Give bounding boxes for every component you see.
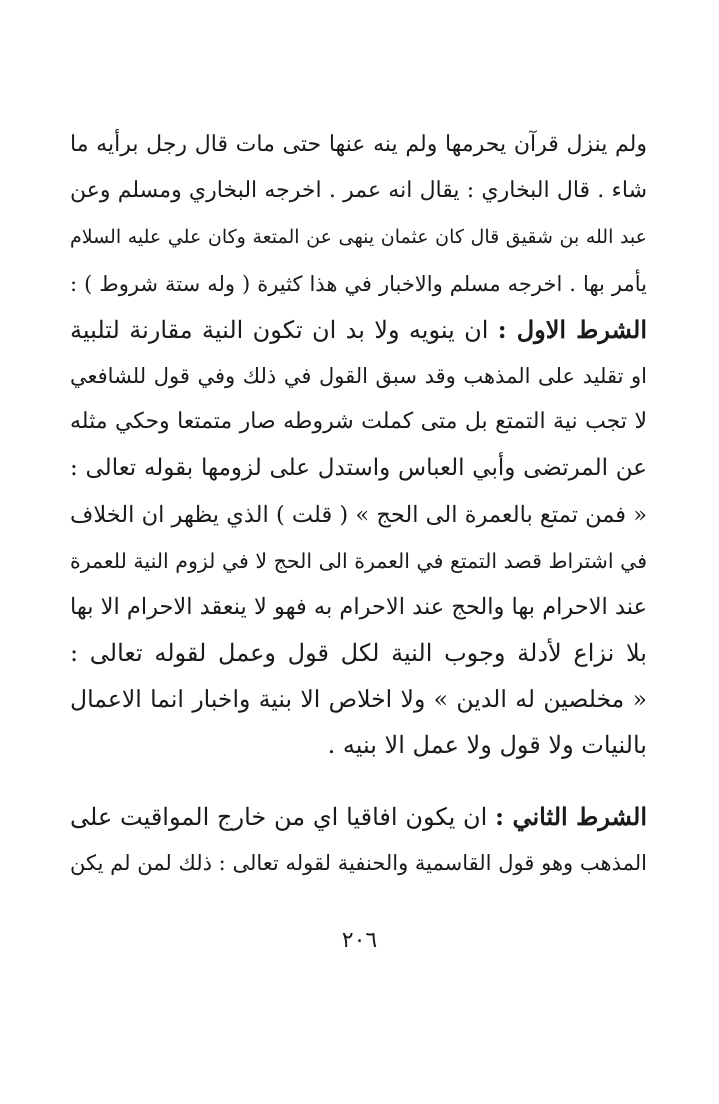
text-run: ان ينويه ولا بد ان تكون النية مقارنة لتلبية xyxy=(70,315,489,344)
text-line: بلا نزاع لأدلة وجوب النية لكل قول وعمل لقوله تعالى : xyxy=(70,639,647,668)
paragraph-1 xyxy=(70,122,647,769)
text-line: « فمن تمتع بالعمرة الى الحج » ( قلت ) الذي يظهر ان الخلاف xyxy=(70,501,647,528)
text-line xyxy=(70,307,647,353)
text-line: او تقليد على المذهب وقد سبق القول في ذلك وفي قول للشافعي xyxy=(70,363,647,388)
text-line: عن المرتضى وأبي العباس واستدل على لزومها بقوله تعالى : xyxy=(70,455,647,482)
text-line: عبد الله بن شقيق قال كان عثمان ينهى عن المتعة وكان علي عليه السلام xyxy=(70,226,647,249)
text-line: « مخلصين له الدين » ولا اخلاص الا بنية واخبار انما الاعمال xyxy=(70,685,647,714)
text-line: في اشتراط قصد التمتع في العمرة الى الحج لا في لزوم النية للعمرة xyxy=(70,548,647,573)
section-heading-first-condition: الشرط الاول : xyxy=(497,314,647,344)
text-line: المذهب وهو قول القاسمية والحنفية لقوله تعالى : ذلك لمن لم يكن xyxy=(70,851,647,876)
page-number: ٢٠٦ xyxy=(341,928,378,953)
text-line: بالنيات ولا قول ولا عمل الا بنيه . xyxy=(327,731,647,760)
text-line: ولم ينزل قرآن يحرمها ولم ينه عنها حتى مات قال رجل برأيه ما xyxy=(70,132,647,157)
section-heading-second-condition: الشرط الثاني : xyxy=(495,802,647,831)
text-line: يأمر بها . اخرجه مسلم والاخبار في هذا كثيرة ( وله ستة شروط ) : xyxy=(70,271,647,296)
text-line xyxy=(70,794,647,840)
paragraph-2 xyxy=(70,794,647,886)
text-run: ان يكون افاقيا اي من خارج المواقيت على xyxy=(70,803,488,831)
text-line: عند الاحرام بها والحج عند الاحرام به فهو لا ينعقد الاحرام الا بها xyxy=(70,593,647,620)
text-line: لا تجب نية التمتع بل متى كملت شروطه صار متمتعا وحكي مثله xyxy=(70,409,647,435)
text-line: شاء . قال البخاري : يقال انه عمر . اخرجه البخاري ومسلم وعن xyxy=(70,178,647,204)
